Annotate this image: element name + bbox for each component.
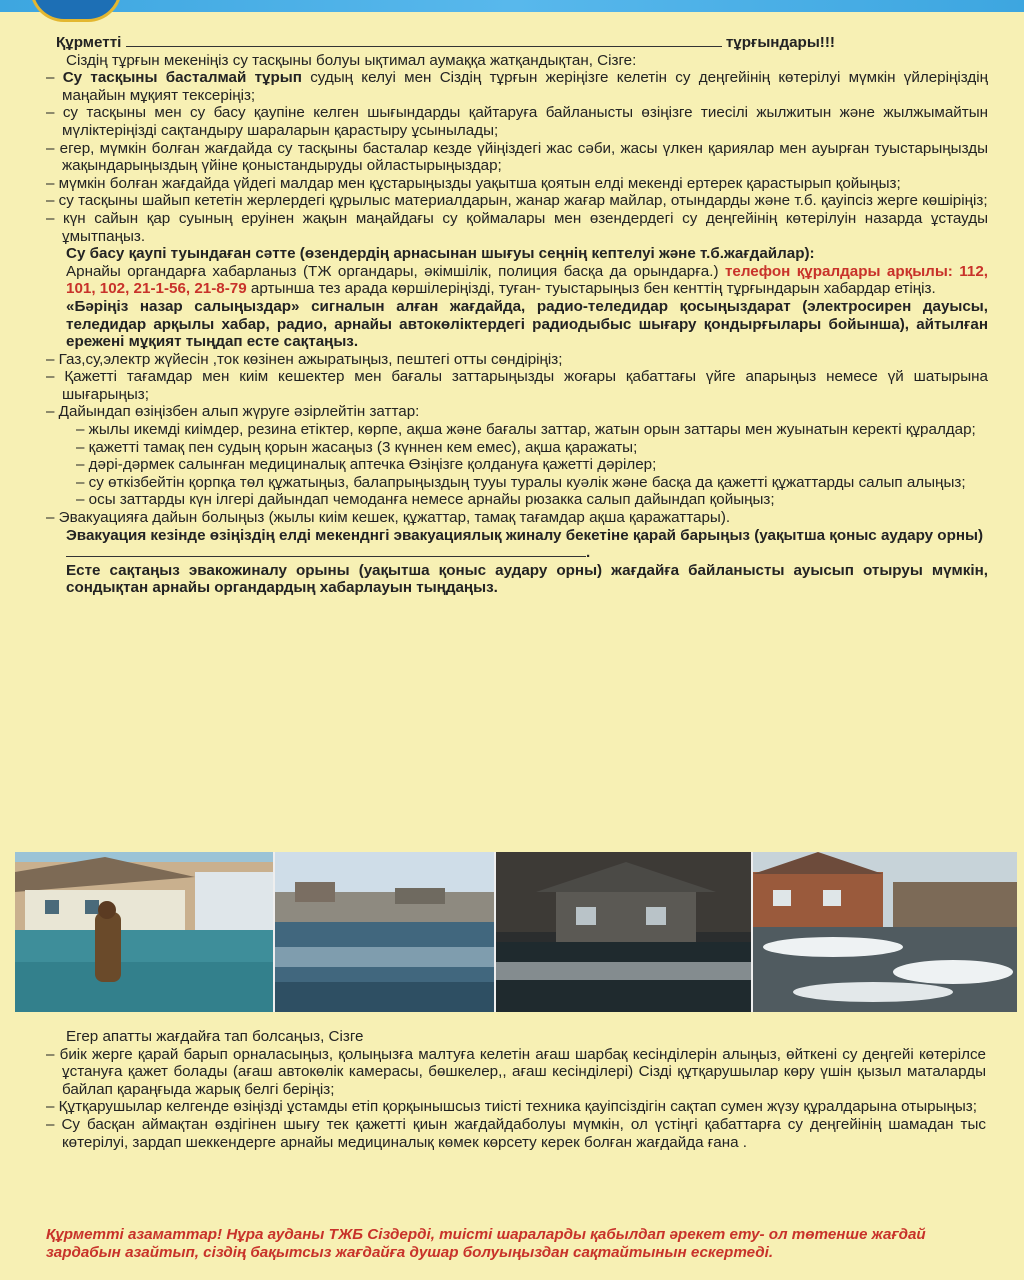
emergency-phones: телефон құралдары арқылы: 112, 101, 102, 21-1-56, 21-8-79 bbox=[66, 262, 989, 298]
disaster-intro: Егер апатты жағдайға тап болсаңыз, Сізге bbox=[66, 1028, 364, 1045]
list-item: – егер, мүмкін болған жағдайда су тасқыны басталар кезде үйіңіздегі жас сәби, жасы үлкен қариялар мен ауырған туыстарыңызды жақындарыңыздың үйіне қоныстандыруды ойластырыңыздар; bbox=[46, 139, 988, 175]
list-item: – қажетті тамақ пен судың қорын жасаңыз (3 күннен кем емес), ақша қаражаты; bbox=[76, 438, 638, 456]
evac-blank-line bbox=[66, 544, 586, 557]
greeting-end: тұрғындары!!! bbox=[725, 34, 835, 51]
before-flood-list bbox=[46, 69, 988, 245]
flood-photo-house bbox=[496, 852, 752, 1012]
greeting-start: Құрметті bbox=[56, 34, 122, 51]
danger-paragraph: Арнайы органдарға хабарланыз (ТЖ органдары, әкімшілік, полиция басқа да орындарға.) телефон құралдары арқылы: 112, 101, 102, 21-1-56, 21-8-79 артынша тез арада көршілеріңізді, туған- туыстарыңыз бен кенттің тұрғындарын хабардар етіңіз. bbox=[66, 262, 989, 298]
evac-go: Эвакуация кезінде өзіңіздің елді мекенднгі эвакуациялық жиналу бекетіне қарай барыңыз (уақытша қоныс аудару орны) . bbox=[66, 526, 984, 562]
footer-warning: Құрметті азаматтар! Нұра ауданы ТЖБ Сіздерді, тиісті шараларды қабылдап әрекет ету- ол төтенше жағдай зардабын азайтып, сіздің бақытсыз жағдайға душар болуыңыздан сақтайтынын ескертеді. bbox=[46, 1226, 926, 1261]
danger-heading: Су басу қаупі туындаған сәтте (өзендердің арнасынан шығуы сеңнің кептелуі және т.б.жағдайлар): bbox=[66, 245, 815, 263]
list-item: – су тасқыны мен су басу қаупіне келген шығындарды қайтаруға байланысты өзіңізге тиесілі жылжитын және жылжымайтын мүліктеріңізді сақтандыру шараларын қарастыру ұсынылады; bbox=[46, 104, 989, 139]
greeting-line bbox=[56, 34, 988, 52]
flood-photo-field bbox=[275, 852, 496, 1012]
list-item: – Дайындап өзіңізбен алып жүруге әзірлейтін заттар: bbox=[46, 403, 420, 421]
list-item: – Қажетті тағамдар мен киім кешектер мен бағалы заттарыңызды жоғары қабаттағы үйге апарыңыз немесе үй шатырына шығарыңыз; bbox=[46, 368, 989, 403]
intro-text: Сіздің тұрғын мекеніңіз су тасқыны болуы ықтимал аумаққа жатқандықтан, Сізге: bbox=[66, 51, 637, 69]
action-list bbox=[46, 351, 988, 421]
evac-ready: – Эвакуацияға дайын болыңыз (жылы киім кешек, құжаттар, тамақ тағамдар ақша қаражаттары). bbox=[46, 509, 731, 527]
list-item: – мүмкін болған жағдайда үйдегі малдар мен құстарыңызды уақытша қоятын елді мекенді ертерек қарастырып қойыңыз; bbox=[46, 174, 901, 192]
greeting-blank-line bbox=[126, 34, 722, 47]
list-item: – осы заттарды күн ілгері дайындап чемоданға немесе арнайы рюзакка салып дайындап қойыңыз; bbox=[76, 491, 775, 509]
flood-photo-snow bbox=[753, 852, 1017, 1012]
flood-photo-village bbox=[15, 852, 275, 1012]
emblem-icon bbox=[30, 0, 122, 22]
list-item: – су тасқыны шайып кететін жерлердегі құрылыс материалдарын, жанар жағар майлар, отындарды және т.б. қауіпсіз жерге көшіріңіз; bbox=[46, 192, 988, 210]
items-list bbox=[46, 421, 988, 509]
leaflet-upper-text bbox=[46, 34, 988, 597]
flood-photos bbox=[15, 852, 1017, 1012]
remember-note: Есте сақтаңыз эвакожиналу орыны (уақытша қоныс аудару орны) жағдайға байланысты ауысып отыруы мүмкін, сондықтан арнайы органдардың хабарлауын тыңдаңыз. bbox=[66, 561, 988, 597]
list-item: – күн сайын қар суының еруінен жақын маңайдағы су қоймалары мен өзендердегі су деңгейінің көтерілуін назарда ұстауды ұмытпаңыз. bbox=[46, 209, 988, 245]
list-item: – Газ,су,электр жүйесін ,ток көзінен ажыратыңыз, пештегі отты сөндіріңіз; bbox=[46, 350, 563, 368]
list-item: – Су тасқыны басталмай тұрып судың келуі мен Сіздің тұрғын жеріңізге келетін су деңгейінің көтерілуі мүмкін үйлеріңіздің маңайын мұқият тексеріңіз; bbox=[46, 69, 988, 104]
list-item: – Құтқарушылар келгенде өзіңізді ұстамды етіп қорқынышсыз тиісті техника қауіпсіздігін сақтап сумен жүзу құралдарына отырыңыз; bbox=[46, 1098, 977, 1116]
list-item: – биік жерге қарай барып орналасыңыз, қолыңызға малтуға келетін ағаш шарбақ кесінділерін алыңыз, өйткені су деңгейі көтерілсе ұстануға қажет болады (ағаш автокөлік камерасы, бөшкелер,, ағаш кесінділері) Сізді құтқарушылар көру үшін қызыл маталарды байлап қараңғыда жарық белгі беріңіз; bbox=[46, 1045, 987, 1098]
list-item: – жылы икемді киімдер, резина етіктер, көрпе, ақша және бағалы заттар, жатын орын заттары мен жуынатын керекті құралдар; bbox=[76, 421, 976, 439]
top-color-bar bbox=[0, 0, 1024, 12]
list-item: – дәрі-дәрмек салынған медициналық аптечка Өзіңізге қолдануға қажетті дәрілер; bbox=[76, 456, 657, 474]
list-item: – су өткізбейтін қорпқа төл құжатыңыз, балапрыңыздың тууы туралы куәлік және басқа да қажетті құжаттарды салып алыңыз; bbox=[76, 473, 966, 491]
signal-paragraph: «Бәріңіз назар салыңыздар» сигналын алған жағдайда, радио-теледидар қосыңыздарат (электросирен дауысы, теледидар арқылы хабар, радио, арнайы автокөліктердегі радиодыбыс шығару қондырғылары бойынша), айтылған ережені мұқият тыңдап есте сақтаңыз. bbox=[66, 297, 988, 351]
leaflet-lower-text bbox=[46, 1028, 986, 1151]
list-item: – Су басқан аймақтан өздігінен шығу тек қажетті қиын жағдайдаболуы мүмкін, ол үстіңгі қабаттарға су деңгейінің шамадан тыс көтерілуі, зардап шеккендерге арнайы медициналық көмек көрсету керек болған жағдайда ғана . bbox=[46, 1115, 986, 1151]
